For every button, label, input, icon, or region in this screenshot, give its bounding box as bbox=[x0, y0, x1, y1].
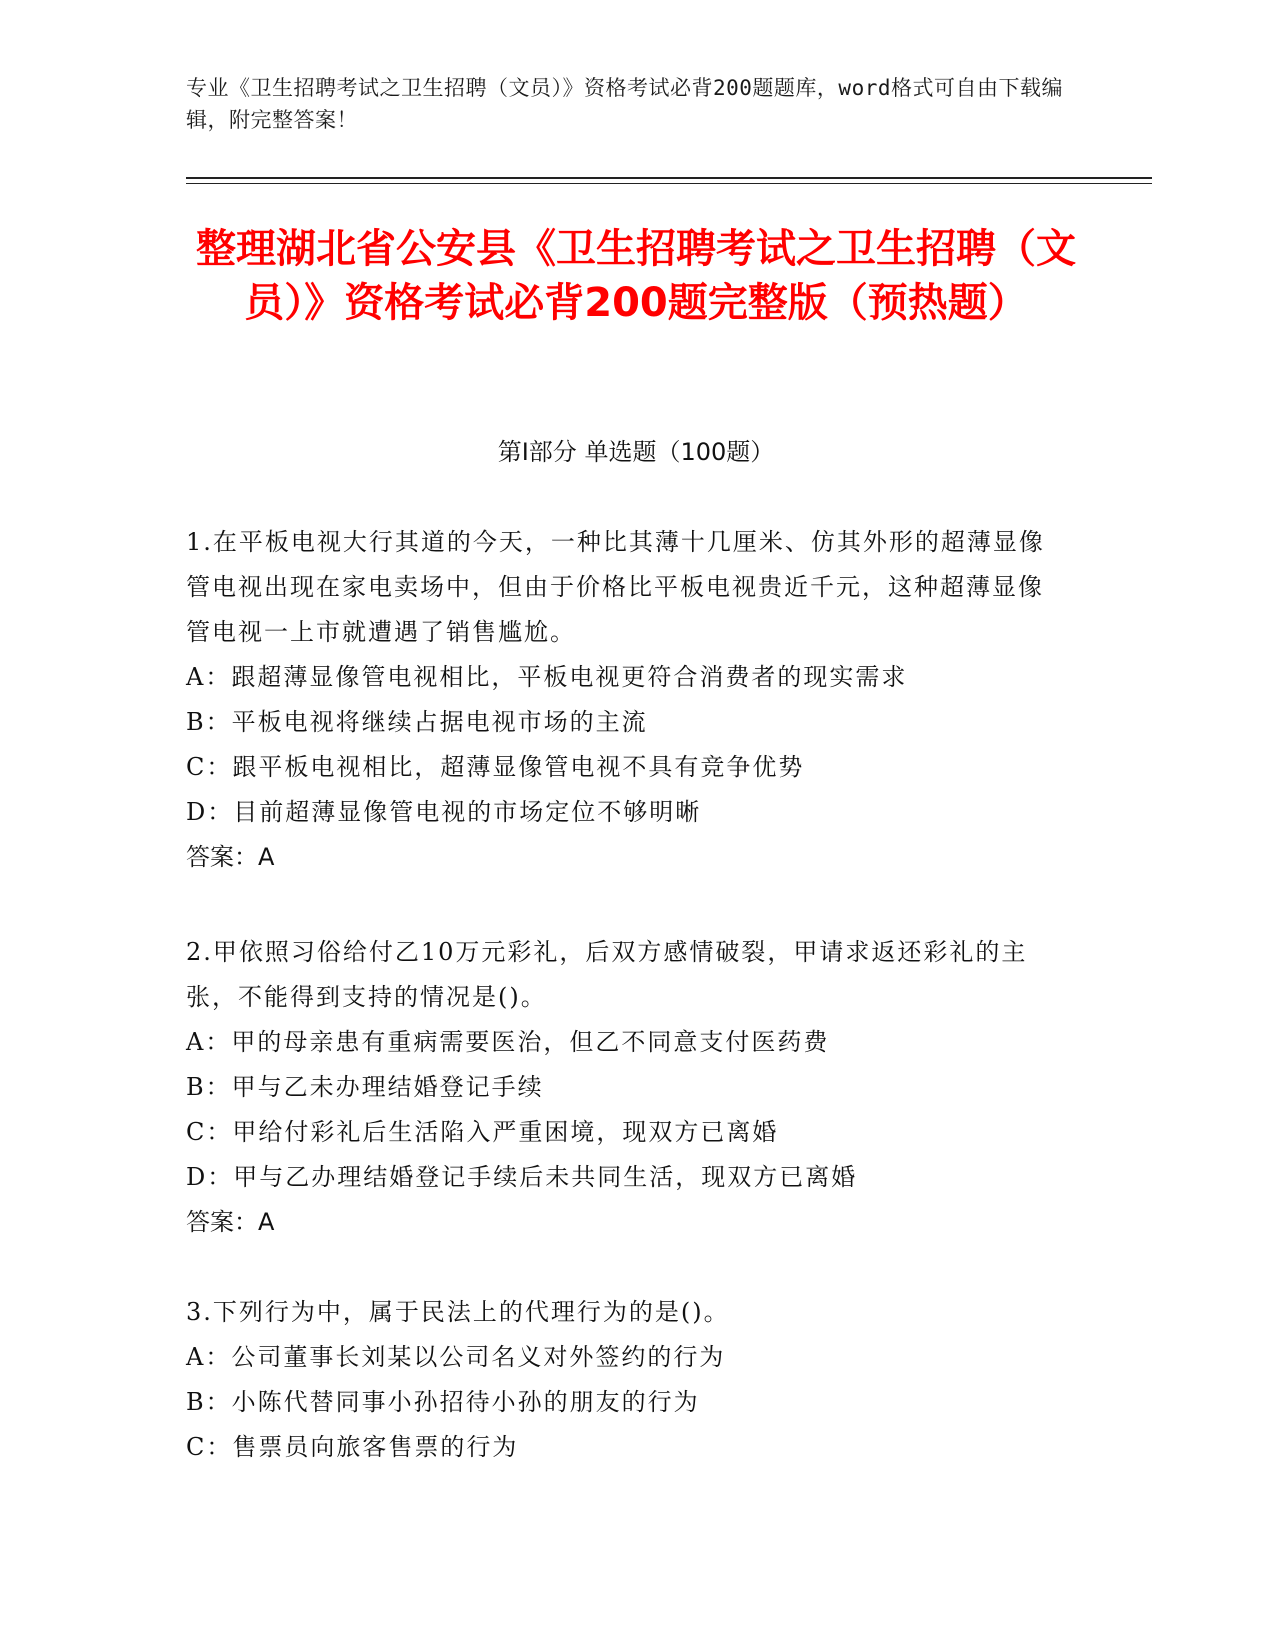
option-b: B：甲与乙未办理结婚登记手续 bbox=[186, 1073, 544, 1101]
option-a: A：公司董事长刘某以公司名义对外签约的行为 bbox=[186, 1343, 726, 1371]
question-stem: 3.下列行为中，属于民法上的代理行为的是()。 bbox=[186, 1298, 730, 1326]
header-divider-thin bbox=[186, 183, 1152, 184]
question-2 bbox=[186, 930, 1066, 1245]
question-stem: 2.甲依照习俗给付乙10万元彩礼，后双方感情破裂，甲请求返还彩礼的主张，不能得到支持的情况是()。 bbox=[186, 938, 1028, 1011]
option-b: B：平板电视将继续占据电视市场的主流 bbox=[186, 708, 648, 736]
section-heading: 第Ⅰ部分 单选题（100题） bbox=[497, 438, 775, 466]
document-title: 整理湖北省公安县《卫生招聘考试之卫生招聘（文员）》资格考试必背200题完整版（预热题） bbox=[196, 226, 1076, 326]
option-a: A：跟超薄显像管电视相比，平板电视更符合消费者的现实需求 bbox=[186, 663, 908, 691]
header-divider-thick bbox=[186, 177, 1152, 179]
question-stem: 1.在平板电视大行其道的今天，一种比其薄十几厘米、仿其外形的超薄显像管电视出现在家电卖场中，但由于价格比平板电视贵近千元，这种超薄显像管电视一上市就遭遇了销售尴尬。 bbox=[186, 528, 1045, 646]
option-c: C：售票员向旅客售票的行为 bbox=[186, 1433, 519, 1461]
question-3 bbox=[186, 1290, 1066, 1470]
option-a: A：甲的母亲患有重病需要医治，但乙不同意支付医药费 bbox=[186, 1028, 830, 1056]
header-note: 专业《卫生招聘考试之卫生招聘（文员）》资格考试必背200题题库，word格式可自由下载编辑，附完整答案！ bbox=[186, 76, 1063, 132]
option-d: D：甲与乙办理结婚登记手续后未共同生活，现双方已离婚 bbox=[186, 1163, 858, 1191]
option-d: D：目前超薄显像管电视的市场定位不够明晰 bbox=[186, 798, 702, 826]
option-c: C：跟平板电视相比，超薄显像管电视不具有竞争优势 bbox=[186, 753, 805, 781]
option-c: C：甲给付彩礼后生活陷入严重困境，现双方已离婚 bbox=[186, 1118, 779, 1146]
option-b: B：小陈代替同事小孙招待小孙的朋友的行为 bbox=[186, 1388, 700, 1416]
answer: 答案：A bbox=[186, 843, 275, 871]
question-1 bbox=[186, 520, 1066, 880]
answer: 答案：A bbox=[186, 1208, 275, 1236]
